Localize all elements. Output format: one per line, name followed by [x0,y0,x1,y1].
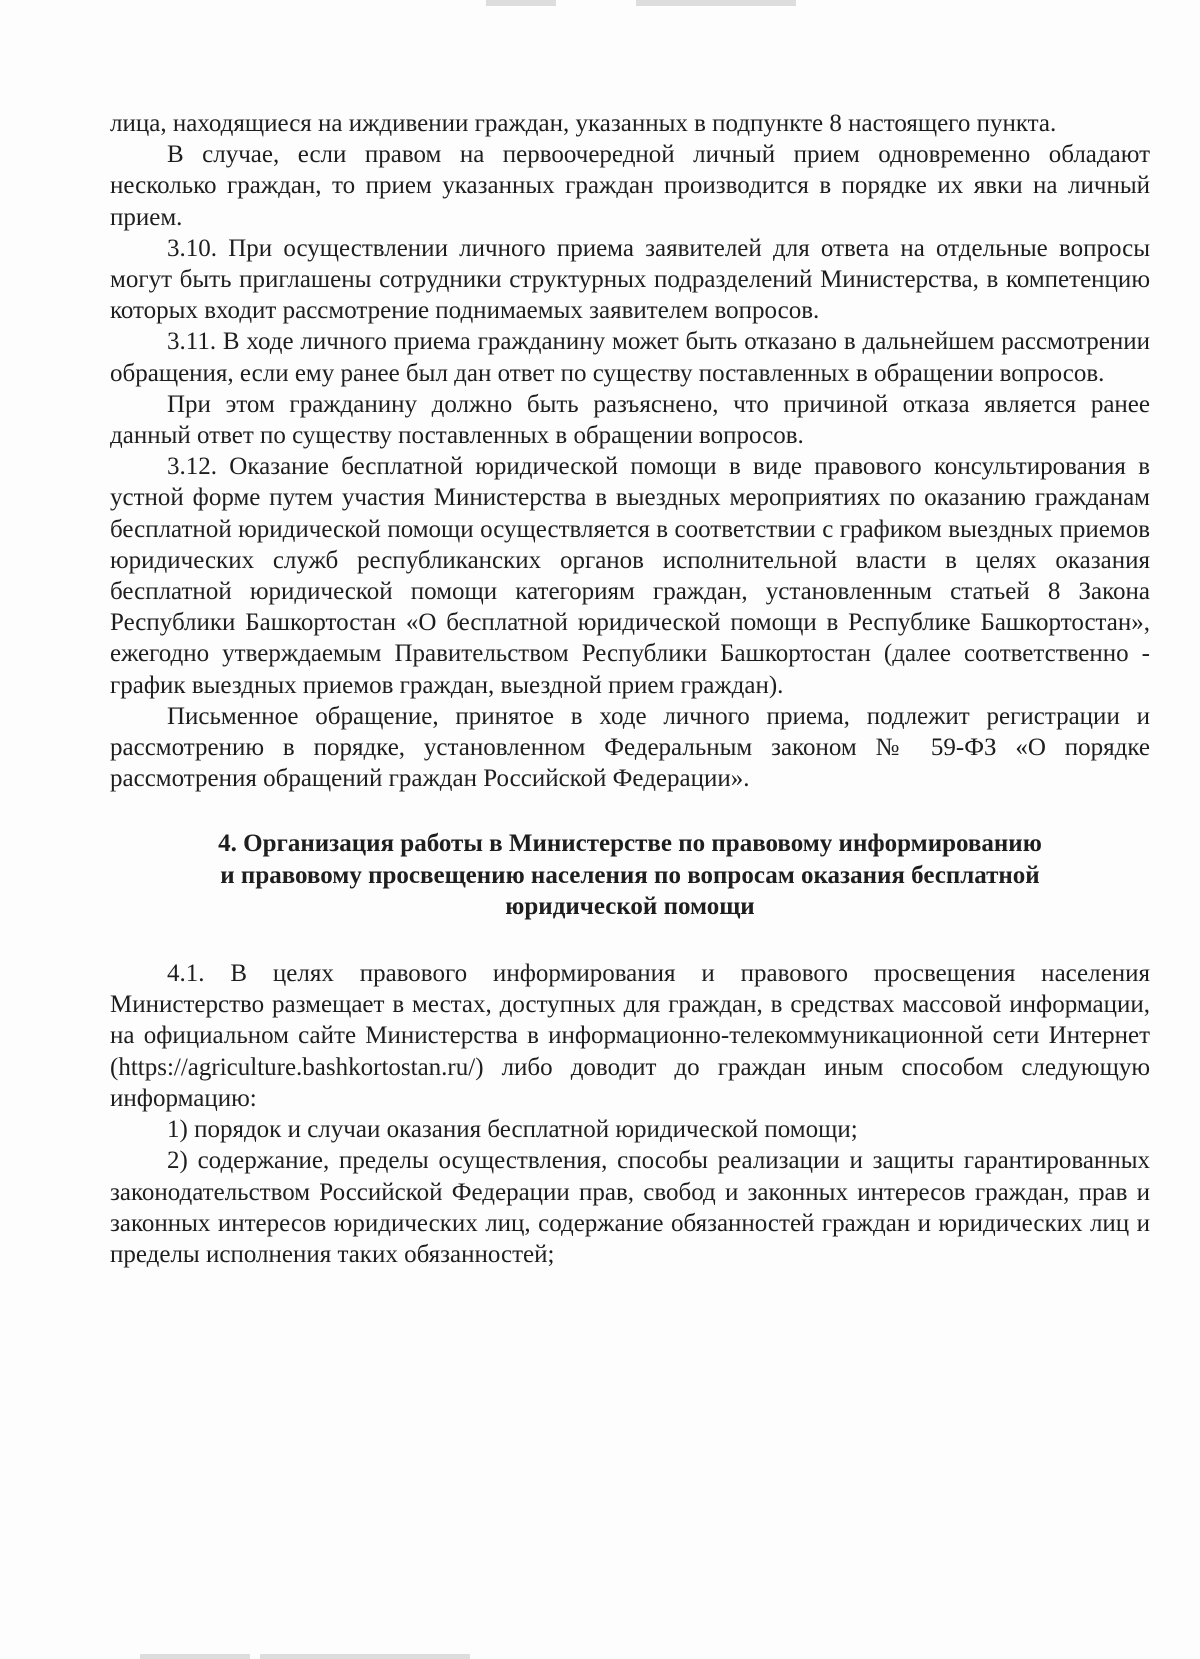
section-heading-line: 4. Организация работы в Министерстве по правовому информированию [218,830,1042,858]
scan-artifact [260,1654,470,1659]
paragraph: 4.1. В целях правового информирования и правового просвещения населения Министерство размещает в местах, доступных для граждан, в средствах массовой информации, на официальном сайте Министерства в информационно-телекоммуникационной сети Интернет (https://agriculture.bashkortostan.ru/) либо доводит до граждан иным способом следующую информацию: [110,960,1150,1112]
paragraph: лица, находящиеся на иждивении граждан, указанных в подпункте 8 настоящего пункта. [110,110,1057,137]
paragraph: 3.12. Оказание бесплатной юридической помощи в виде правового консультирования в устной форме путем участия Министерства в выездных мероприятиях по оказанию гражданам бесплатной юридической помощи осуществляется в соответствии с графиком выездных приемов юридических служб республиканских органов исполнительной власти в целях оказания бесплатной юридической помощи категориям граждан, установленным статьей 8 Закона Республики Башкортостан «О бесплатной юридической помощи в Республике Башкортостан», ежегодно утверждаемым Правительством Республики Башкортостан (далее соответственно - график выездных приемов граждан, выездной прием граждан). [110,453,1150,699]
section-heading [110,828,1150,922]
paragraph: В случае, если правом на первоочередной личный прием одновременно обладают несколько граждан, то прием указанных граждан производится в порядке их явки на личный прием. [110,141,1150,231]
paragraph: 3.11. В ходе личного приема гражданину может быть отказано в дальнейшем рассмотрении обращения, если ему ранее был дан ответ по существу поставленных в обращении вопросов. [110,328,1150,387]
document-body [110,108,1150,1270]
paragraph: При этом гражданину должно быть разъяснено, что причиной отказа является ранее данный ответ по существу поставленных в обращении вопросов. [110,390,1150,450]
scan-artifact [140,1654,250,1659]
section-heading-line: юридической помощи [505,892,755,920]
paragraph: 1) порядок и случаи оказания бесплатной юридической помощи; [167,1116,858,1144]
scan-artifact [636,0,796,6]
section-heading-line: и правовому просвещению населения по вопросам оказания бесплатной [220,861,1040,889]
paragraph: 2) содержание, пределы осуществления, способы реализации и защиты гарантированных законодательством Российской Федерации прав, свобод и законных интересов граждан, прав и законных интересов юридических лиц, содержание обязанностей граждан и юридических лиц и пределы исполнения таких обязанностей; [110,1147,1150,1268]
scan-artifact [486,0,556,6]
paragraph: Письменное обращение, принятое в ходе личного приема, подлежит регистрации и рассмотрению в порядке, установленном Федеральным законом № 59-ФЗ «О порядке рассмотрения обращений граждан Российской Федерации». [110,702,1150,793]
paragraph: 3.10. При осуществлении личного приема заявителей для ответа на отдельные вопросы могут быть приглашены сотрудники структурных подразделений Министерства, в компетенцию которых входит рассмотрение поднимаемых заявителем вопросов. [110,234,1150,325]
